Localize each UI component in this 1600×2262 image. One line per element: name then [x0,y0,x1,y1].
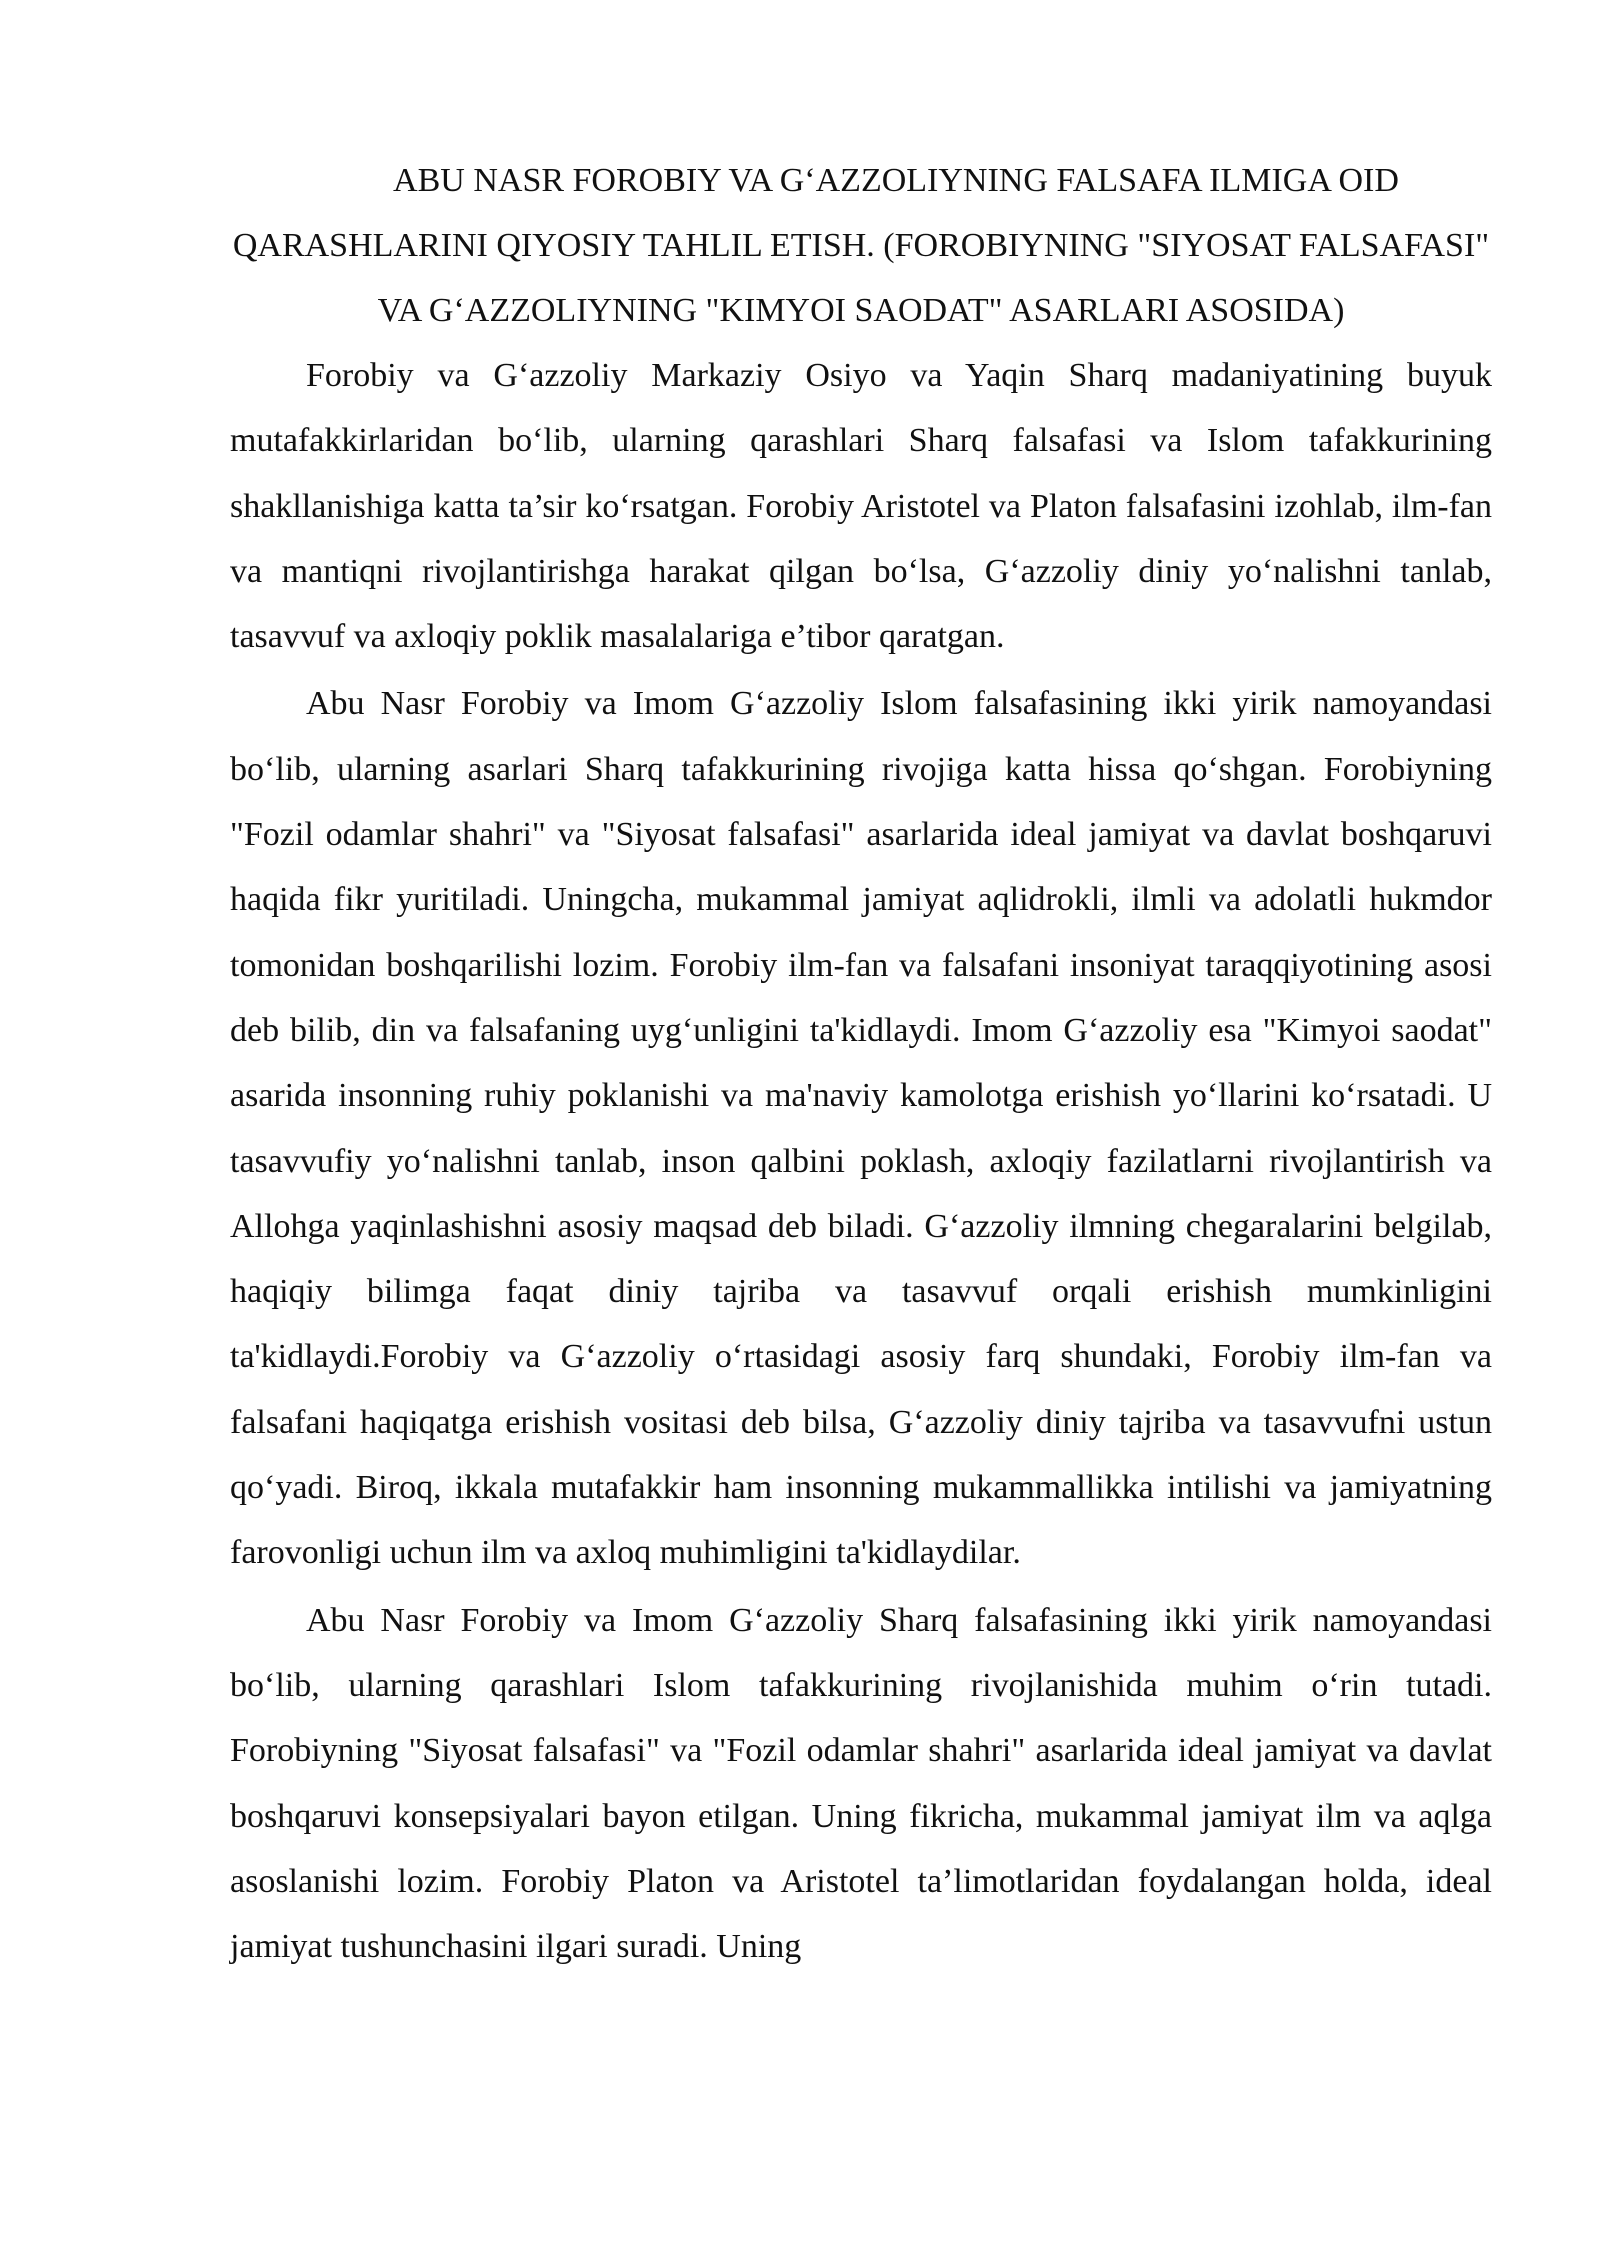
paragraph-2: Abu Nasr Forobiy va Imom G‘azzoliy Islom falsafasining ikki yirik namoyandasi bo‘lib, ularning asarlari Sharq tafakkurining rivojiga katta hissa qo‘shgan. Forobiyning "Fozil odamlar shahri" va "Siyosat falsafasi" asarlarida ideal jamiyat va davlat boshqaruvi haqida fikr yuritiladi. Uningcha, mukammal jamiyat aqlidrokli, ilmli va adolatli hukmdor tomonidan boshqarilishi lozim. Forobiy ilm-fan va falsafani insoniyat taraqqiyotining asosi deb bilib, din va falsafaning uyg‘unligini ta'kidlaydi. Imom G‘azzoliy esa "Kimyoi saodat" asarida insonning ruhiy poklanishi va ma'naviy kamolotga erishish yo‘llarini ko‘rsatadi. U tasavvufiy yo‘nalishni tanlab, inson qalbini poklash, axloqiy fazilatlarni rivojlantirish va Allohga yaqinlashishni asosiy maqsad deb biladi. G‘azzoliy ilmning chegaralarini belgilab, haqiqiy bilimga faqat diniy tajriba va tasavvuf orqali erishish mumkinligini ta'kidlaydi.Forobiy va G‘azzoliy o‘rtasidagi asosiy farq shundaki, Forobiy ilm-fan va falsafani haqiqatga erishish vositasi deb bilsa, G‘azzoliy diniy tajriba va tasavvufni ustun qo‘yadi. Biroq, ikkala mutafakkir ham insonning mukammallikka intilishi va jamiyatning farovonligi uchun ilm va axloq muhimligini ta'kidlaydilar. [230,685,1492,1572]
paragraph-3: Abu Nasr Forobiy va Imom G‘azzoliy Sharq falsafasining ikki yirik namoyandasi bo‘lib, ularning qarashlari Islom tafakkurining rivojlanishida muhim o‘rin tutadi. Forobiyning "Siyosat falsafasi" va "Fozil odamlar shahri" asarlarida ideal jamiyat va davlat boshqaruvi konsepsiyalari bayon etilgan. Uning fikricha, mukammal jamiyat ilm va aqlga asoslanishi lozim. Forobiy Platon va Aristotel ta’limotlaridan foydalangan holda, ideal jamiyat tushunchasini ilgari suradi. Uning [230,1601,1492,1966]
document-title: ABU NASR FOROBIY VA G‘AZZOLIYNING FALSAFA ILMIGA OID QARASHLARINI QIYOSIY TAHLIL ETISH. (FOROBIYNING "SIYOSAT FALSAFASI" VA G‘AZZOLIYNING "KIMYOI SAODAT" ASARLARI ASOSIDA) [232,162,1490,329]
paragraph-1: Forobiy va G‘azzoliy Markaziy Osiyo va Yaqin Sharq madaniyatining buyuk mutafakkirlaridan bo‘lib, ularning qarashlari Sharq falsafasi va Islom tafakkurining shakllanishiga katta ta’sir ko‘rsatgan. Forobiy Aristotel va Platon falsafasini izohlab, ilm-fan va mantiqni rivojlantirishga harakat qilgan bo‘lsa, G‘azzoliy diniy yo‘nalishni tanlab, tasavvuf va axloqiy poklik masalalariga e’tibor qaratgan. [230,357,1492,656]
document-body [230,148,1492,1979]
